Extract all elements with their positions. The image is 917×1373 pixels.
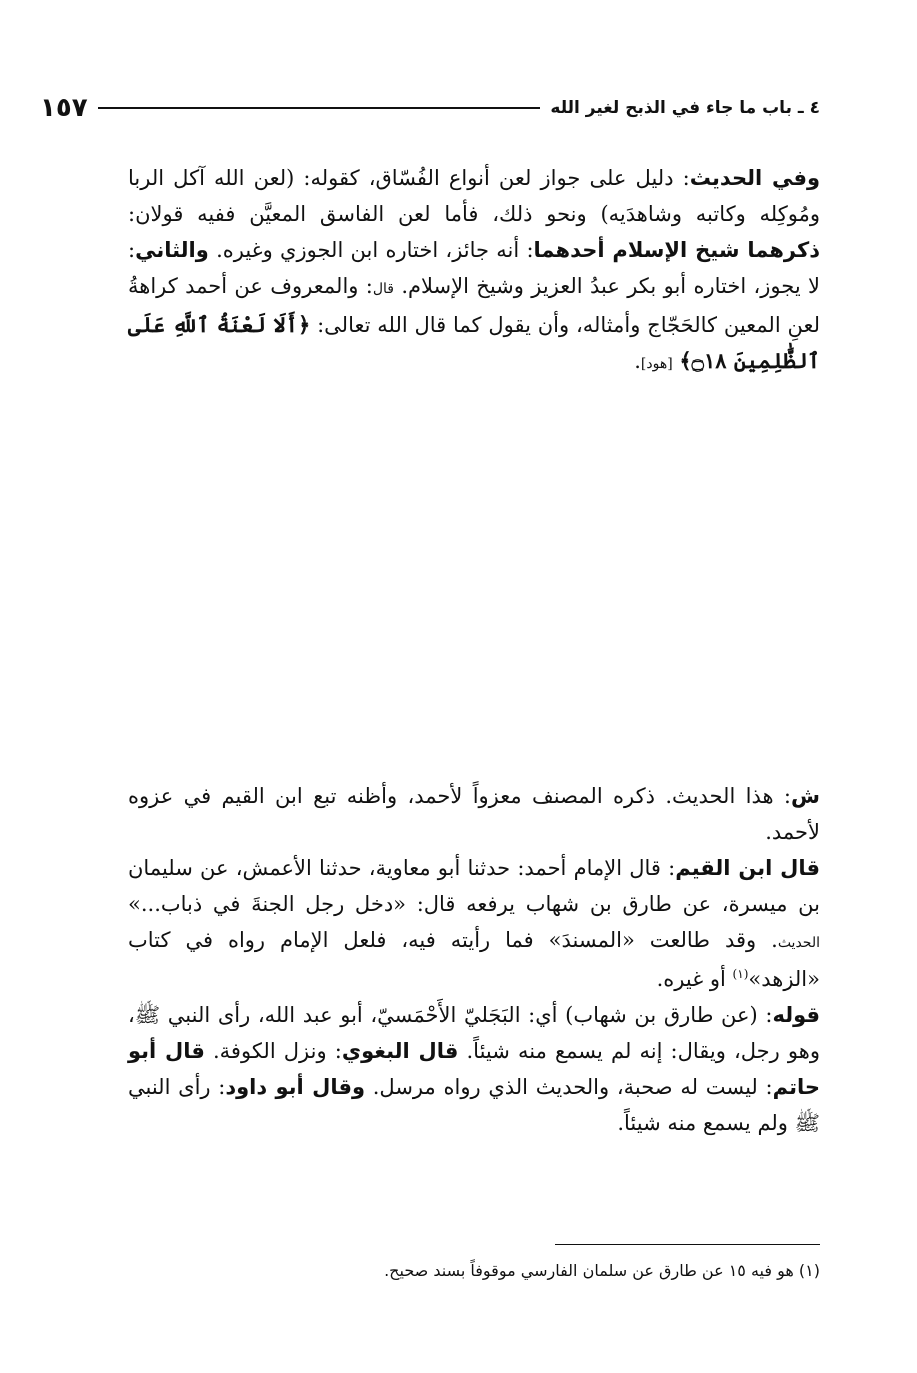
label-abu-hatim: قال أبو حاتم	[128, 1039, 820, 1099]
qal-word: قال	[372, 281, 394, 297]
text: : (عن طارق بن شهاب) أي: البَجَليّ الأَحْمَسيّ، أبو عبد الله، رأى النبي ﷺ، وهو رجل، ويقال: إنه لم يسمع منه شيئاً.	[128, 1003, 820, 1063]
label-baghawi: قال البغوي	[341, 1039, 459, 1063]
surah-reference: [هود]	[640, 356, 673, 372]
page-number: ١٥٧	[40, 93, 88, 123]
paragraph	[128, 850, 820, 997]
label-first-opinion: ذكرهما شيخ الإسلام أحدهما	[533, 238, 820, 262]
hadith-word: الحديث	[777, 935, 820, 951]
label-hadith: وفي الحديث	[689, 166, 820, 190]
label-second-opinion: والثاني	[135, 238, 209, 262]
text: : ونزل الكوفة.	[204, 1039, 342, 1063]
paragraph	[128, 778, 820, 850]
text: : قال الإمام أحمد: حدثنا أبو معاوية، حدثنا الأعمش، عن سليمان بن ميسرة، عن طارق بن شهاب يرفعه قال: «دخل رجل الجنةَ في ذباب...»	[128, 856, 820, 916]
text: : لا يجوز، اختاره أبو بكر عبدُ العزيز وشيخ الإسلام.	[128, 238, 820, 298]
text: : هذا الحديث. ذكره المصنف معزواً لأحمد، وأظنه تبع ابن القيم في عزوه لأحمد.	[128, 784, 820, 844]
text: : والمعروف عن أحمد كراهةُ لعنِ المعين كالحَجّاج وأمثاله، وأن يقول كما قال الله تعالى:	[128, 274, 820, 337]
paragraph	[128, 997, 820, 1141]
footnote-rule	[555, 1244, 820, 1245]
paragraph	[128, 160, 820, 382]
label-qawluhu: قوله	[772, 1003, 820, 1027]
text: : دليل على جواز لعن أنواع الفُسّاق، كقوله: (لعن الله آكل الربا ومُوكِله وكاتبه وشاهدَيه) ونحو ذلك، فأما لعن الفاسق المعيَّن ففيه قولان:	[128, 166, 820, 226]
text: أو غيره.	[656, 967, 733, 991]
label-ibn-qayyim: قال ابن القيم	[675, 856, 820, 880]
header-rule	[98, 107, 541, 109]
chapter-title: ٤ ـ باب ما جاء في الذبح لغير الله	[550, 98, 820, 118]
quran-verse: ﴿أَلَا لَعْنَةُ ٱللَّهِ عَلَى ٱلظَّٰلِمِينَ ۝١٨﴾	[128, 312, 820, 373]
text: . وقد طالعت «المسندَ» فما رأيته فيه، فلعل الإمام رواه في كتاب «الزهد»	[128, 928, 820, 991]
text: : رأى النبي ﷺ ولم يسمع منه شيئاً.	[128, 1075, 820, 1135]
footnote: (١) هو فيه ١٥ عن طارق عن سلمان الفارسي موقوفاً بسند صحيح.	[384, 1261, 820, 1280]
label-sh: ش	[791, 784, 820, 808]
period: .	[634, 349, 641, 373]
label-abu-dawud: وقال أبو داود	[225, 1075, 366, 1099]
text: : ليست له صحبة، والحديث الذي رواه مرسل.	[365, 1075, 773, 1099]
commentary-top	[128, 160, 820, 382]
commentary-bottom	[128, 778, 820, 1141]
footnote-marker: (١)	[732, 967, 749, 981]
text: : أنه جائز، اختاره ابن الجوزي وغيره.	[208, 238, 534, 262]
page-header	[40, 88, 820, 128]
